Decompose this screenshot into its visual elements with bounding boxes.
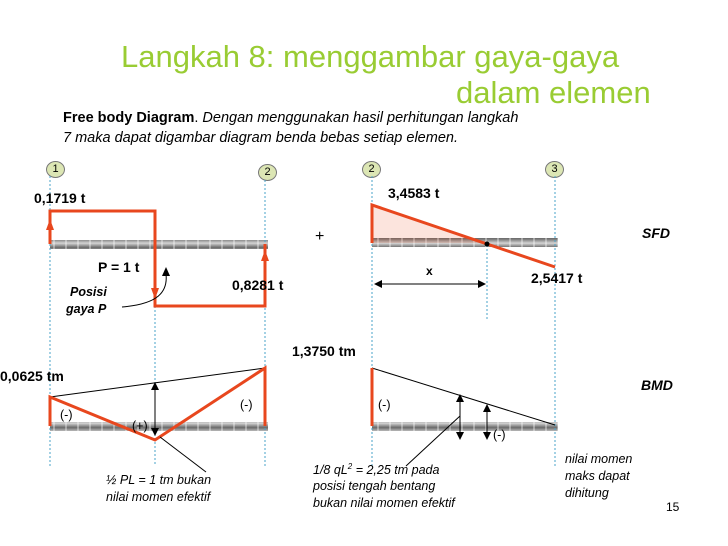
sfd-left-end-value: 0,8281 t bbox=[232, 277, 284, 293]
note-right-line3: dihitung bbox=[565, 486, 609, 500]
note-mid-superscript: 2 bbox=[347, 462, 353, 471]
note-mid-line2: posisi tengah bentang bbox=[313, 479, 436, 493]
note-mid-text-1: 1/8 qL bbox=[313, 463, 348, 478]
load-label: P = 1 t bbox=[98, 259, 140, 275]
bmd-sign-neg-3: (-) bbox=[378, 398, 391, 412]
bmd-left-start-value: 0,0625 tm bbox=[0, 368, 64, 384]
sfd-left-start-arrow bbox=[46, 219, 54, 230]
sfd-right-start-value: 3,4583 t bbox=[388, 185, 440, 201]
bmd-label: BMD bbox=[641, 377, 673, 393]
note-left-line2: nilai momen efektif bbox=[106, 490, 211, 504]
subtitle-dot: . bbox=[194, 110, 199, 126]
sfd-label: SFD bbox=[642, 225, 670, 241]
dimension-x-left-arrow bbox=[374, 280, 382, 288]
slide-title-line1: Langkah 8: menggambar gaya-gaya bbox=[121, 39, 620, 74]
note-mid-line3: bukan nilai momen efektif bbox=[313, 496, 455, 510]
sfd-left-beam bbox=[50, 240, 268, 249]
bmd-sign-neg-2: (-) bbox=[240, 398, 253, 412]
bmd-sign-pos: (+) bbox=[132, 419, 148, 433]
bmd-right-beam bbox=[372, 422, 558, 431]
subtitle-bold-term: Free body Diagram bbox=[63, 110, 195, 126]
page-number: 15 bbox=[666, 500, 680, 514]
load-arrowhead bbox=[151, 288, 159, 299]
bmd-sign-neg-1: (-) bbox=[60, 408, 73, 422]
slide-title-line2: dalam elemen bbox=[456, 75, 651, 110]
node-marker-1: 1 bbox=[46, 161, 65, 178]
bmd-right-start-value: 1,3750 tm bbox=[292, 343, 356, 359]
load-position-pointer bbox=[122, 274, 166, 307]
load-position-note-2: gaya P bbox=[66, 302, 107, 316]
node-marker-3: 3 bbox=[545, 161, 564, 178]
node-marker-2-right: 2 bbox=[362, 161, 381, 178]
note-right-line2: maks dapat bbox=[565, 469, 630, 483]
sfd-right-end-value: 2,5417 t bbox=[531, 270, 583, 286]
note-mid-line1 bbox=[313, 462, 439, 477]
bmd-left-beam bbox=[50, 422, 268, 431]
bmd-left-dim-bottom-arrow bbox=[151, 428, 159, 436]
bmd-left-reference-line bbox=[50, 368, 265, 397]
note-left-leader bbox=[160, 437, 206, 472]
note-left-line1: ½ PL = 1 tm bukan bbox=[106, 473, 212, 487]
note-mid-text-1b: = 2,25 tm pada bbox=[352, 463, 440, 478]
sfd-left-end-arrow bbox=[261, 250, 269, 261]
sfd-left-start-value: 0,1719 t bbox=[34, 190, 86, 206]
plus-sign: + bbox=[315, 228, 325, 245]
node-marker-2-left: 2 bbox=[258, 164, 277, 181]
distance-label: x bbox=[426, 264, 433, 278]
note-right-line1: nilai momen bbox=[565, 452, 633, 466]
slide-subtitle-line2: 7 maka dapat digambar diagram benda bebas setiap elemen. bbox=[63, 130, 458, 146]
bmd-right-reference-line bbox=[372, 368, 555, 425]
load-position-pointer-head bbox=[162, 267, 170, 276]
dimension-x-right-arrow bbox=[478, 280, 486, 288]
subtitle-text-1: Dengan menggunakan hasil perhitungan langkah bbox=[198, 110, 519, 126]
load-position-note-1: Posisi bbox=[70, 285, 107, 299]
sfd-zero-crossing bbox=[485, 242, 490, 247]
bmd-sign-neg-4: (-) bbox=[493, 428, 506, 442]
